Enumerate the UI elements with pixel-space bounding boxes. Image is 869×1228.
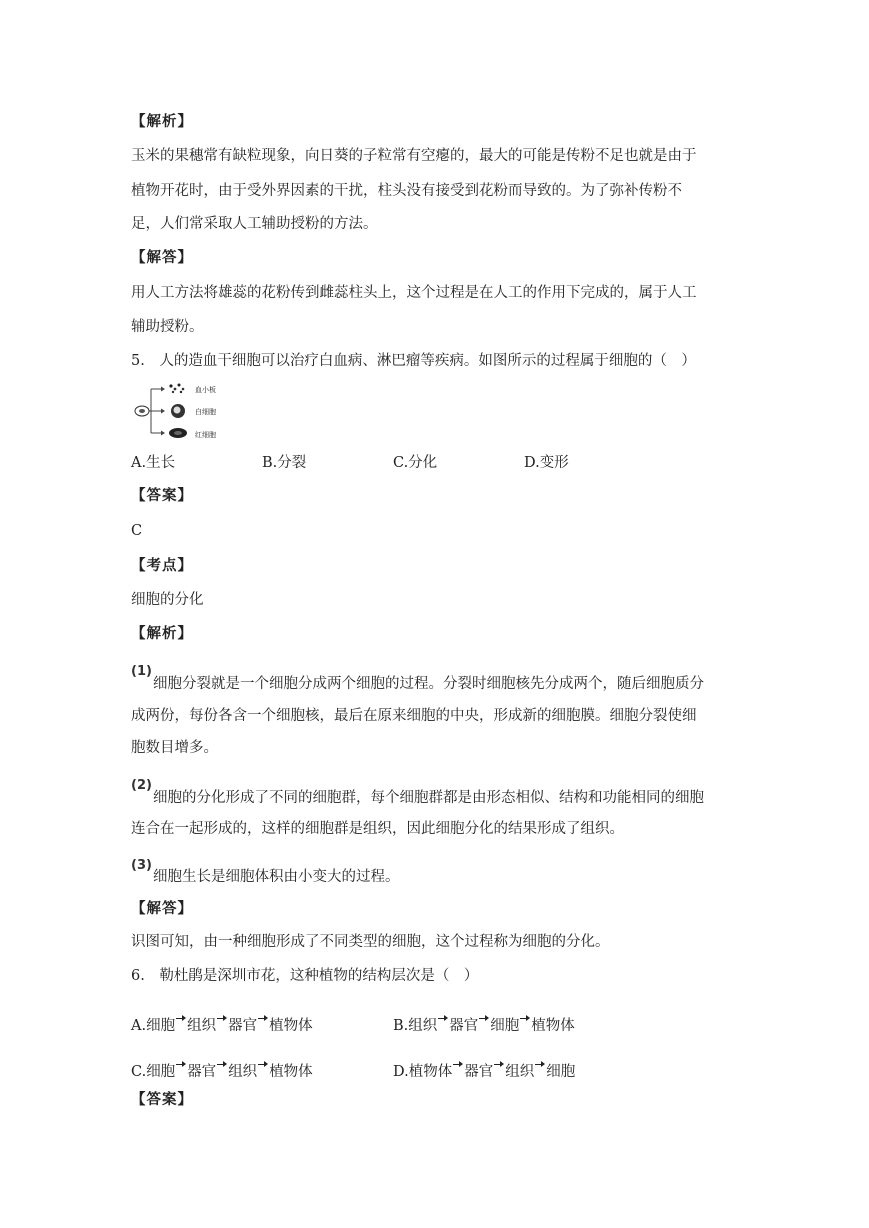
item-number: (3): [131, 858, 152, 873]
cell-differentiation-figure: [133, 380, 243, 442]
answer-heading: 【答案】: [131, 487, 193, 504]
q5-option-c: C.分化: [393, 455, 438, 471]
analysis-point-text: 连合在一起形成的，这样的细胞群是组织，因此细胞分化的结果形成了组织。: [131, 821, 624, 837]
arrow-right-icon: [520, 1014, 530, 1024]
item-number: (2): [131, 778, 152, 793]
question-6: 6. 勒杜鹃是深圳市花，这种植物的结构层次是（ ）: [131, 968, 479, 984]
arrow-right-icon: [217, 1014, 227, 1024]
solution-text: 识图可知，由一种细胞形成了不同类型的细胞，这个过程称为细胞的分化。: [131, 934, 610, 950]
answer-value: C: [131, 523, 143, 539]
q5-option-a: A.生长: [131, 455, 176, 471]
analysis-point-text: 细胞分裂就是一个细胞分成两个细胞的过程。分裂时细胞核先分成两个，随后细胞质分: [153, 676, 704, 692]
solution-heading: 【解答】: [131, 900, 193, 917]
arrow-right-icon: [258, 1060, 268, 1070]
arrow-right-icon: [258, 1014, 268, 1024]
test-point-heading: 【考点】: [131, 557, 193, 574]
q5-option-d: D.变形: [524, 455, 569, 471]
arrow-right-icon: [453, 1060, 463, 1070]
analysis-heading: 【解析】: [131, 625, 193, 642]
red-blood-cell-label: 红细胞: [195, 431, 216, 439]
arrow-right-icon: [494, 1060, 504, 1070]
arrow-right-icon: [479, 1014, 489, 1024]
analysis-point-text: 胞数目增多。: [131, 740, 218, 756]
test-point-text: 细胞的分化: [131, 592, 204, 608]
arrow-right-icon: [438, 1014, 448, 1024]
question-5: 5. 人的造血干细胞可以治疗白血病、淋巴瘤等疾病。如图所示的过程属于细胞的（ ）: [131, 353, 696, 369]
q5-option-b: B.分裂: [262, 455, 307, 471]
arrow-right-icon: [535, 1060, 545, 1070]
analysis-point-text: 成两份，每份各含一个细胞核，最后在原来细胞的中央，形成新的细胞膜。细胞分裂使细: [131, 708, 697, 724]
white-blood-cell-label: 白细胞: [195, 408, 216, 416]
solution-text-line: 用人工方法将雄蕊的花粉传到雌蕊柱头上，这个过程是在人工的作用下完成的，属于人工: [131, 285, 697, 301]
solution-heading: 【解答】: [131, 249, 193, 266]
analysis-heading: 【解析】: [131, 113, 193, 130]
analysis-point-text: 细胞的分化形成了不同的细胞群，每个细胞群都是由形态相似、结构和功能相同的细胞: [153, 790, 704, 806]
arrow-right-icon: [176, 1014, 186, 1024]
arrow-right-icon: [176, 1060, 186, 1070]
analysis-text-line: 玉米的果穗常有缺粒现象，向日葵的子粒常有空瘪的，最大的可能是传粉不足也就是由于: [131, 148, 697, 164]
q6-option-b: B.组织 器官 细胞 植物体: [393, 1014, 575, 1036]
q6-option-a: A.细胞 组织 器官 植物体: [131, 1014, 313, 1036]
arrow-right-icon: [217, 1060, 227, 1070]
analysis-text-line: 植物开花时，由于受外界因素的干扰，柱头没有接受到花粉而导致的。为了弥补传粉不: [131, 183, 682, 199]
solution-text-line: 辅助授粉。: [131, 319, 204, 335]
q6-option-c: C.细胞 器官 组织 植物体: [131, 1060, 313, 1082]
item-number: (1): [131, 664, 152, 679]
q6-option-d: D.植物体 器官 组织 细胞: [393, 1060, 575, 1082]
answer-heading: 【答案】: [131, 1091, 193, 1108]
platelet-label: 血小板: [195, 386, 216, 394]
analysis-text-line: 足，人们常采取人工辅助授粉的方法。: [131, 216, 378, 232]
analysis-point-text: 细胞生长是细胞体积由小变大的过程。: [153, 869, 400, 885]
